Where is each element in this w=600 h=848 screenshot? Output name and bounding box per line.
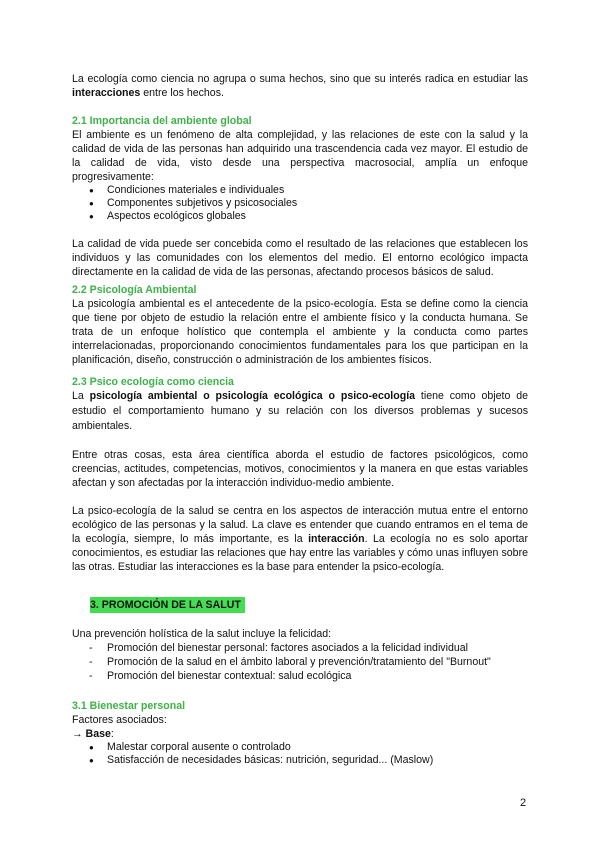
section-3 <box>72 595 528 683</box>
p3-text-b: . La ecología no es solo aportar conocimientos, es estudiar las relaciones que hay entre las variables y cómo unas influyen sobre las otras. Estudiar las interacciones es la base para entender la psico-ecología. <box>72 533 528 573</box>
intro-paragraph <box>72 72 528 100</box>
section-3-1 <box>72 699 528 767</box>
section-3-intro: Una prevención holística de la salut incluye la felicidad: <box>72 628 332 640</box>
list-item: ● Componentes subjetivos y psicosociales <box>72 197 528 210</box>
intro-text-b: entre los hechos. <box>140 87 224 99</box>
list-item: ● Malestar corporal ausente o controlado <box>72 741 528 754</box>
intro-bold: interacciones <box>72 87 141 99</box>
list-item: ● Aspectos ecológicos globales <box>72 210 528 223</box>
arrow-icon: → <box>72 728 86 740</box>
section-2-1-paragraph-2: La calidad de vida puede ser concebida como el resultado de las relaciones que establecen los individuos y las comunidades con los elementos del medio. El entorno ecológico impacta directamente en la calidad de vida de las personas, afectando procesos básicos de salud. <box>72 238 528 278</box>
p3-bold: interacción <box>308 533 365 545</box>
p1-text-a: La <box>72 390 90 402</box>
section-3-heading-wrap <box>72 595 528 613</box>
base-label: Base <box>85 728 111 740</box>
section-3-list <box>72 641 528 683</box>
section-2-1-paragraph: El ambiente es un fenómeno de alta complejidad, y las relaciones de este con la salud y la calidad de vida de las personas han adquirido una trascendencia cada vez mayor. El estudio de la calidad de vida, visto desde una perspectiva macrosocial, amplía un enfoque progresivamente: <box>72 129 528 183</box>
section-3-1-bullets <box>72 741 528 767</box>
list-item: - Promoción del bienestar contextual: salud ecológica <box>72 669 528 683</box>
section-2-2-heading: 2.2 Psicología Ambiental <box>72 284 197 296</box>
list-item: ● Condiciones materiales e individuales <box>72 184 528 197</box>
section-2-3-paragraph-3 <box>72 504 528 574</box>
page-number: 2 <box>520 797 527 809</box>
section-2-2 <box>72 283 528 367</box>
section-3-1-heading: 3.1 Bienestar personal <box>72 700 186 712</box>
base-colon: : <box>110 728 114 740</box>
section-2-1-heading: 2.1 Importancia del ambiente global <box>72 115 252 127</box>
list-item: ● Satisfacción de necesidades básicas: nutrición, seguridad... (Maslow) <box>72 754 528 767</box>
section-2-3-heading: 2.3 Psico ecología como ciencia <box>72 376 234 388</box>
section-2-3 <box>72 375 528 574</box>
section-2-1-bullets <box>72 184 528 223</box>
section-3-1-line: Factores asociados: <box>72 714 167 726</box>
section-2-3-paragraph-1 <box>72 389 528 434</box>
section-2-3-paragraph-2: Entre otras cosas, esta área científica aborda el estudio de factores psicológicos, como creencias, actitudes, competencias, motivos, conocimientos y la manera en que estas variables afectan y son afectadas por la interacción individuo-medio ambiente. <box>72 449 528 489</box>
section-3-heading: 3. PROMOCIÓN DE LA SALUT <box>90 597 245 613</box>
section-2-1 <box>72 114 528 279</box>
intro-text-a: La ecología como ciencia no agrupa o suma hechos, sino que su interés radica en estudiar las <box>72 73 528 85</box>
p1-bold: psicología ambiental o psicología ecológica o psico-ecología <box>89 390 416 402</box>
list-item: - Promoción de la salud en el ámbito laboral y prevención/tratamiento del "Burnout" <box>72 655 528 669</box>
p3-text-a: La psico-ecología de la salud se centra en los aspectos de interacción mutua entre el entorno ecológico de las personas y la salud. La clave es entender que cuando entramos en el tema de la ecología, siempre, lo más importante, es la <box>72 505 528 545</box>
p1-text-b: tiene como objeto de estudio el comportamiento humano y su relación con los diversos problemas y sucesos ambientales. <box>72 390 528 432</box>
section-2-2-paragraph: La psicología ambiental es el antecedente de la psico-ecología. Esta se define como la ciencia que tiene por objeto de estudio la relación entre el ambiente físico y la conducta humana. Se trata de un enfoque holístico que contempla el ambiente y la conducta como partes interrelacionadas, proporcionando conocimientos fundamentales para los que participan en la planificación, diseño, construcción o administración de los ambientes físicos. <box>72 298 528 366</box>
list-item: - Promoción del bienestar personal: factores asociados a la felicidad individual <box>72 641 528 655</box>
base-line <box>72 727 528 741</box>
